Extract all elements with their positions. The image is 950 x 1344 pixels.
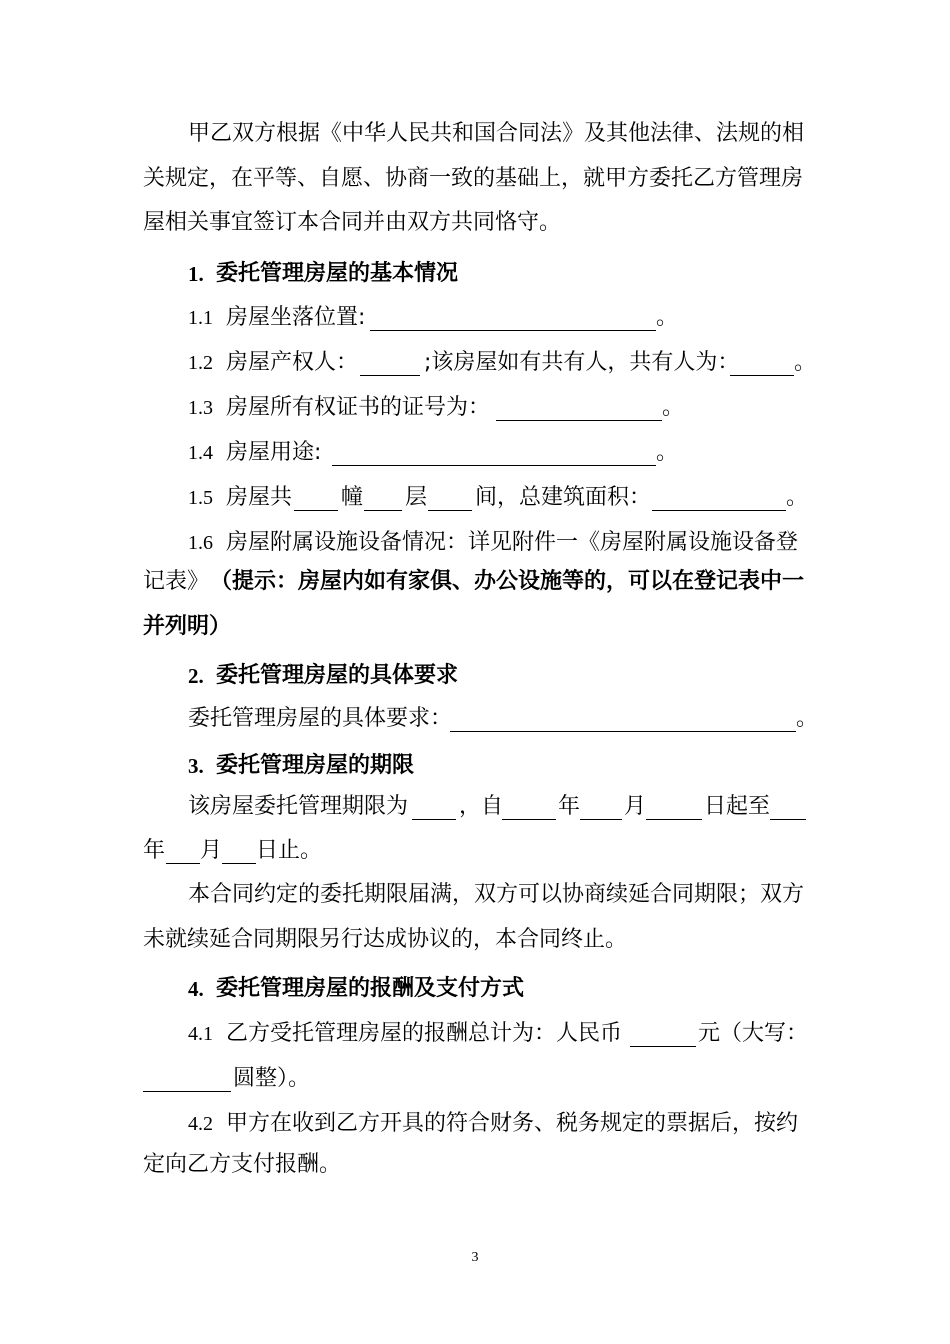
blank-certificate-no[interactable] xyxy=(496,420,662,421)
blank-buildings[interactable] xyxy=(294,510,338,511)
blank-usage[interactable] xyxy=(332,465,656,466)
blank-fee-amount[interactable] xyxy=(630,1046,696,1047)
blank-rooms[interactable] xyxy=(428,510,472,511)
blank-end-year[interactable] xyxy=(770,819,806,820)
blank-location[interactable] xyxy=(370,330,656,331)
blank-fee-in-words[interactable] xyxy=(143,1091,231,1092)
page-number: 3 xyxy=(471,1250,479,1265)
blank-start-month[interactable] xyxy=(580,819,622,820)
blank-end-day[interactable] xyxy=(222,863,256,864)
blank-floors[interactable] xyxy=(364,510,402,511)
blank-period[interactable] xyxy=(412,819,456,820)
document-page: 甲乙双方根据《中华人民共和国合同法》及其他法律、法规的相 关规定，在平等、自愿、协商一致的基础上，就甲方委托乙方管理房 屋相关事宜签订本合同并由双方共同恪守。 1. 委托管理房屋的基本情况 1.1 房屋坐落位置: 。 1.2 房屋产权人： ;该房屋如有共有人，共有人为： 。 1.3 房屋所有权证书的证号为： 。 1.4 房屋用途: 。 1.5 房屋共 幢 层 间，总建筑面积： 。 1.6 房屋附属设施设备情况：详见附件一《房屋附属设施设备登 记表》 （提示：房屋内如有家俱、办公设施等的，可以在登记表中一 并列明） 2. 委托管理房屋的具体要求 委托管理房屋的具体要求： 。 3. 委托管理房屋的期限 该房屋委托管理期限为 ，自 年 月 日起至 年 月 日止。 本合同约定的委托期限届满，双方可以协商续延合同期限；双方 未就续延合同期限另行达成协议的，本合同终止。 4. 委托管理房屋的报酬及支付方式 4.1 乙方受托管理房屋的报酬总计为：人民币 元（大写： 圆整）。 4.2 甲方在收到乙方开具的符合财务、税务规定的票据后，按约 定向乙方支付报酬。 3 xyxy=(0,0,950,1344)
blank-end-month[interactable] xyxy=(166,863,200,864)
blank-start-day[interactable] xyxy=(646,819,702,820)
blank-owner[interactable] xyxy=(360,375,420,376)
blank-total-area[interactable] xyxy=(652,510,786,511)
blank-co-owner[interactable] xyxy=(730,375,794,376)
blank-requirements[interactable] xyxy=(450,731,796,732)
blank-start-year[interactable] xyxy=(502,819,556,820)
